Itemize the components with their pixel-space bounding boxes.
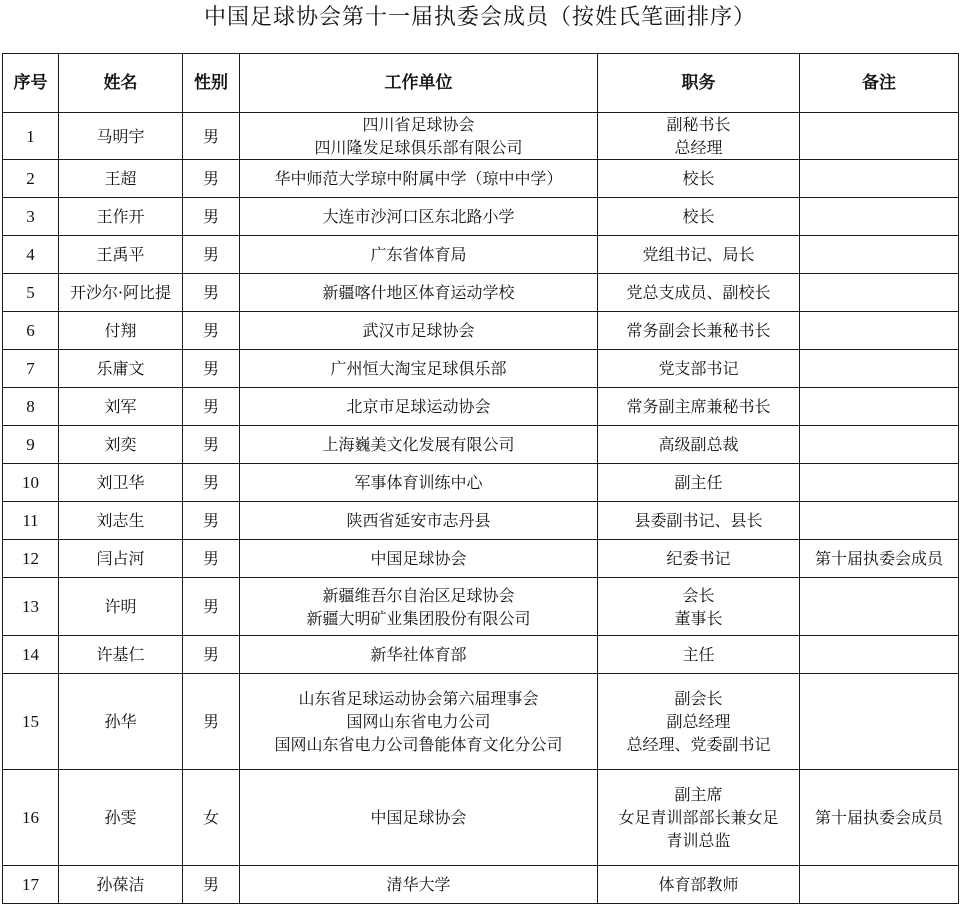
- remark: [800, 312, 959, 350]
- remark: [800, 198, 959, 236]
- row-number: 6: [3, 312, 59, 350]
- remark: [800, 578, 959, 636]
- work-unit: [240, 274, 598, 312]
- work-unit: [240, 578, 598, 636]
- member-gender: 男: [183, 502, 240, 540]
- table-row: [3, 388, 959, 426]
- position: [598, 674, 800, 770]
- position: [598, 236, 800, 274]
- work-unit: [240, 866, 598, 904]
- position: [598, 578, 800, 636]
- work-unit-line: 四川隆发足球俱乐部有限公司: [314, 138, 523, 157]
- member-gender: 男: [183, 540, 240, 578]
- position-line: 总经理: [674, 138, 723, 157]
- row-number: 1: [3, 113, 59, 160]
- table-row: [3, 274, 959, 312]
- table-row: [3, 502, 959, 540]
- table-row: [3, 236, 959, 274]
- member-gender: 男: [183, 236, 240, 274]
- remark: [800, 236, 959, 274]
- table-row: [3, 866, 959, 904]
- work-unit: [240, 502, 598, 540]
- work-unit: [240, 388, 598, 426]
- position-line: 党组书记、局长: [642, 245, 755, 264]
- work-unit: [240, 198, 598, 236]
- work-unit: [240, 636, 598, 674]
- col-header-gender: 性别: [183, 54, 240, 113]
- col-header-note: 备注: [800, 54, 959, 113]
- member-gender: 男: [183, 350, 240, 388]
- work-unit-line: 国网山东省电力公司鲁能体育文化分公司: [274, 735, 563, 754]
- work-unit: [240, 464, 598, 502]
- position: [598, 502, 800, 540]
- work-unit-line: 北京市足球运动协会: [346, 397, 491, 416]
- table-header-row: [3, 54, 959, 113]
- position: [598, 426, 800, 464]
- work-unit-line: 四川省足球协会: [362, 115, 475, 134]
- work-unit: [240, 540, 598, 578]
- col-header-name: 姓名: [59, 54, 183, 113]
- work-unit: [240, 426, 598, 464]
- work-unit-line: 新华社体育部: [370, 645, 467, 664]
- member-gender: 男: [183, 426, 240, 464]
- work-unit: [240, 770, 598, 866]
- position-line: 党总支成员、副校长: [626, 283, 771, 302]
- work-unit: [240, 236, 598, 274]
- position: [598, 770, 800, 866]
- position-line: 副秘书长: [666, 115, 731, 134]
- col-header-position: 职务: [598, 54, 800, 113]
- row-number: 13: [3, 578, 59, 636]
- table-row: [3, 426, 959, 464]
- member-name: 王禹平: [59, 236, 183, 274]
- member-name: 孙华: [59, 674, 183, 770]
- table-row: [3, 350, 959, 388]
- row-number: 2: [3, 160, 59, 198]
- work-unit-line: 大连市沙河口区东北路小学: [322, 207, 515, 226]
- remark: [800, 274, 959, 312]
- work-unit-line: 清华大学: [386, 875, 451, 894]
- row-number: 15: [3, 674, 59, 770]
- position-line: 纪委书记: [666, 549, 731, 568]
- member-gender: 男: [183, 388, 240, 426]
- member-name: 刘军: [59, 388, 183, 426]
- position-line: 副会长: [674, 689, 723, 708]
- table-row: [3, 674, 959, 770]
- position-line: 青训总监: [666, 831, 731, 850]
- member-gender: 男: [183, 113, 240, 160]
- table-row: [3, 464, 959, 502]
- row-number: 4: [3, 236, 59, 274]
- document-title: 中国足球协会第十一届执委会成员（按姓氏笔画排序）: [203, 5, 756, 30]
- position-line: 副主席: [674, 785, 723, 804]
- member-name: 付翔: [59, 312, 183, 350]
- position-line: 高级副总裁: [658, 435, 739, 454]
- member-gender: 男: [183, 198, 240, 236]
- position-line: 校长: [682, 169, 715, 188]
- remark: [800, 464, 959, 502]
- position: [598, 464, 800, 502]
- position-line: 主任: [682, 645, 715, 664]
- position-line: 常务副会长兼秘书长: [626, 321, 771, 340]
- member-name: 许基仁: [59, 636, 183, 674]
- position-line: 党支部书记: [658, 359, 739, 378]
- row-number: 17: [3, 866, 59, 904]
- position-line: 校长: [682, 207, 715, 226]
- work-unit-line: 广东省体育局: [370, 245, 467, 264]
- row-number: 8: [3, 388, 59, 426]
- row-number: 14: [3, 636, 59, 674]
- table-row: [3, 540, 959, 578]
- member-name: 闫占河: [59, 540, 183, 578]
- member-name: 开沙尔·阿比提: [59, 274, 183, 312]
- remark: [800, 113, 959, 160]
- work-unit-line: 武汉市足球协会: [362, 321, 475, 340]
- remark: [800, 388, 959, 426]
- col-header-unit: 工作单位: [240, 54, 598, 113]
- position-line: 常务副主席兼秘书长: [626, 397, 771, 416]
- work-unit-line: 上海巍美文化发展有限公司: [322, 435, 515, 454]
- row-number: 5: [3, 274, 59, 312]
- row-number: 16: [3, 770, 59, 866]
- table-row: [3, 160, 959, 198]
- position: [598, 540, 800, 578]
- work-unit-line: 华中师范大学琼中附属中学（琼中中学）: [274, 169, 563, 188]
- col-header-no: 序号: [3, 54, 59, 113]
- remark: 第十届执委会成员: [800, 540, 959, 578]
- table-row: [3, 113, 959, 160]
- work-unit-line: 新疆喀什地区体育运动学校: [322, 283, 515, 302]
- work-unit: [240, 160, 598, 198]
- position-line: 县委副书记、县长: [634, 511, 763, 530]
- work-unit-line: 中国足球协会: [370, 808, 467, 827]
- member-name: 刘卫华: [59, 464, 183, 502]
- member-name: 王作开: [59, 198, 183, 236]
- row-number: 11: [3, 502, 59, 540]
- member-name: 孙葆洁: [59, 866, 183, 904]
- position-line: 副主任: [674, 473, 723, 492]
- position-line: 女足青训部部长兼女足: [618, 808, 779, 827]
- position: [598, 636, 800, 674]
- row-number: 10: [3, 464, 59, 502]
- work-unit-line: 新疆大明矿业集团股份有限公司: [306, 608, 531, 628]
- table-row: [3, 198, 959, 236]
- remark: [800, 866, 959, 904]
- table-row: [3, 312, 959, 350]
- member-gender: 男: [183, 160, 240, 198]
- position: [598, 866, 800, 904]
- position: [598, 274, 800, 312]
- row-number: 9: [3, 426, 59, 464]
- remark: [800, 502, 959, 540]
- row-number: 12: [3, 540, 59, 578]
- row-number: 3: [3, 198, 59, 236]
- table-body: [3, 113, 959, 904]
- remark: [800, 674, 959, 770]
- position: [598, 160, 800, 198]
- work-unit: [240, 674, 598, 770]
- work-unit: [240, 113, 598, 160]
- position: [598, 198, 800, 236]
- remark: [800, 426, 959, 464]
- member-name: 刘奕: [59, 426, 183, 464]
- member-gender: 男: [183, 636, 240, 674]
- work-unit-line: 国网山东省电力公司: [346, 712, 491, 731]
- remark: 第十届执委会成员: [800, 770, 959, 866]
- position: [598, 312, 800, 350]
- table-row: [3, 770, 959, 866]
- remark: [800, 350, 959, 388]
- member-gender: 男: [183, 312, 240, 350]
- member-gender: 男: [183, 464, 240, 502]
- member-gender: 男: [183, 578, 240, 636]
- member-name: 许明: [59, 578, 183, 636]
- position-line: 会长: [682, 585, 715, 605]
- work-unit-line: 山东省足球运动协会第六届理事会: [298, 689, 539, 708]
- member-name: 马明宇: [59, 113, 183, 160]
- member-name: 孙雯: [59, 770, 183, 866]
- member-gender: 女: [183, 770, 240, 866]
- work-unit: [240, 312, 598, 350]
- work-unit-line: 陕西省延安市志丹县: [346, 511, 491, 530]
- work-unit-line: 广州恒大淘宝足球俱乐部: [330, 359, 507, 378]
- member-gender: 男: [183, 274, 240, 312]
- member-gender: 男: [183, 866, 240, 904]
- table-row: [3, 636, 959, 674]
- work-unit-line: 军事体育训练中心: [354, 473, 483, 492]
- position-line: 副总经理: [666, 712, 731, 731]
- table-row: [3, 578, 959, 636]
- work-unit-line: 新疆维吾尔自治区足球协会: [322, 585, 515, 605]
- position: [598, 350, 800, 388]
- work-unit: [240, 350, 598, 388]
- row-number: 7: [3, 350, 59, 388]
- position-line: 董事长: [674, 608, 723, 628]
- member-name: 乐庸文: [59, 350, 183, 388]
- remark: [800, 160, 959, 198]
- remark: [800, 636, 959, 674]
- position-line: 总经理、党委副书记: [626, 735, 771, 754]
- member-name: 刘志生: [59, 502, 183, 540]
- work-unit-line: 中国足球协会: [370, 549, 467, 568]
- member-gender: 男: [183, 674, 240, 770]
- position-line: 体育部教师: [658, 875, 739, 894]
- position: [598, 113, 800, 160]
- position: [598, 388, 800, 426]
- members-table: [2, 53, 959, 904]
- member-name: 王超: [59, 160, 183, 198]
